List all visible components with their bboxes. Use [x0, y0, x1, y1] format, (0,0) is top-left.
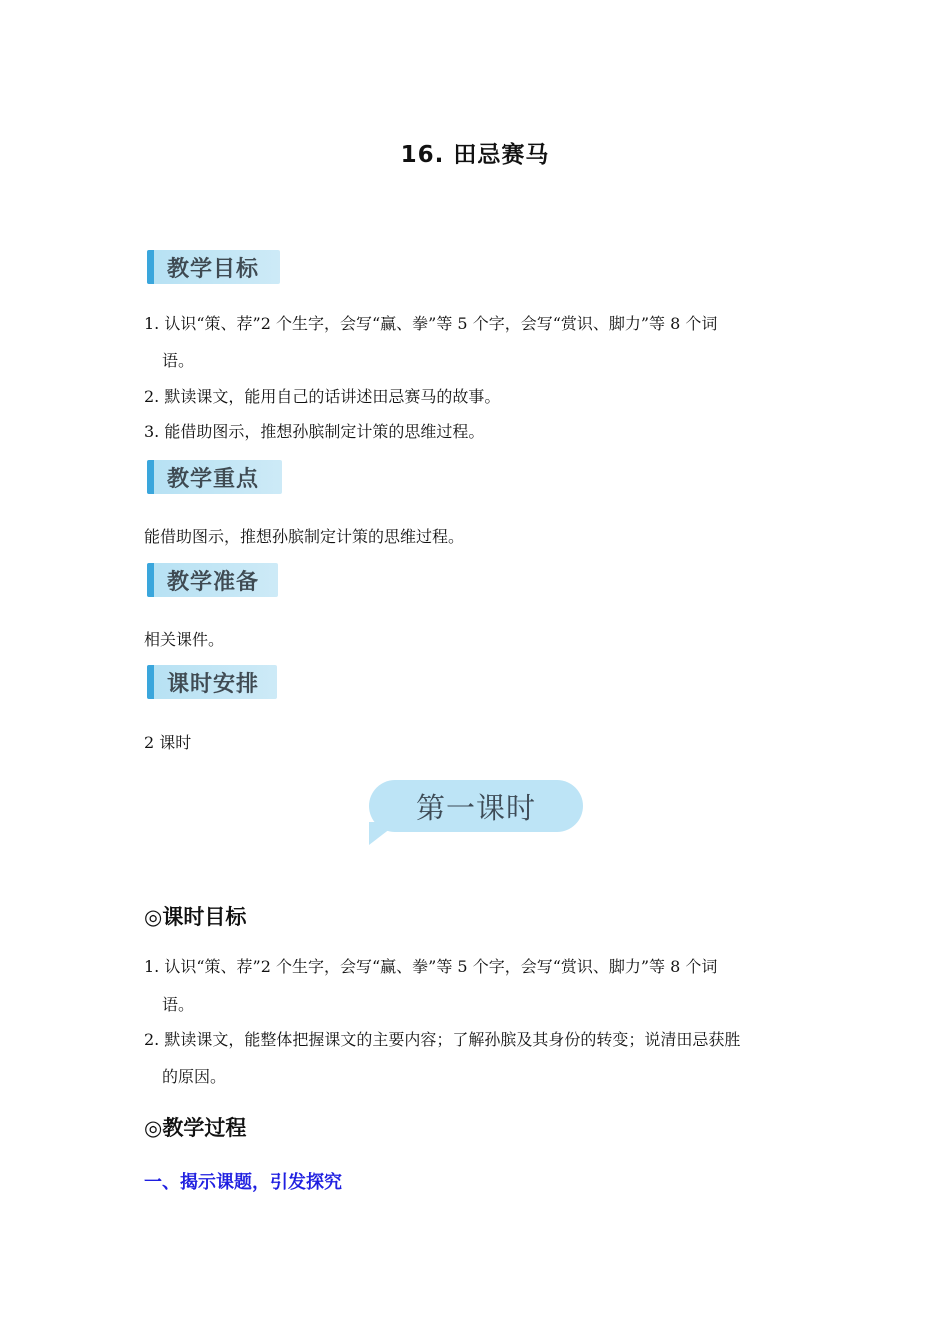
preparation-header — [147, 563, 278, 597]
schedule-header-label: 课时安排 — [167, 670, 260, 697]
lesson-goal-2-cont: 的原因。 — [162, 1067, 227, 1086]
key-points-header — [147, 460, 282, 494]
schedule-header — [147, 665, 277, 699]
preparation-header-label: 教学准备 — [167, 568, 260, 595]
objectives-header-label: 教学目标 — [167, 255, 260, 282]
schedule-text: 2 课时 — [144, 733, 192, 752]
lesson-bubble — [369, 780, 583, 832]
lesson-goal-1: 1. 认识“策、荐”2 个生字，会写“赢、拳”等 5 个字，会写“赏识、脚力”等 8 个词 — [144, 957, 718, 976]
objective-item-1-cont: 语。 — [162, 351, 195, 370]
preparation-text: 相关课件。 — [144, 630, 225, 649]
objective-item-1: 1. 认识“策、荐”2 个生字，会写“赢、拳”等 5 个字，会写“赏识、脚力”等 8 个词 — [144, 314, 718, 333]
objective-item-2: 2. 默读课文，能用自己的话讲述田忌赛马的故事。 — [144, 387, 501, 406]
lesson-bubble-label: 第一课时 — [415, 790, 536, 825]
key-points-text: 能借助图示，推想孙膑制定计策的思维过程。 — [144, 527, 465, 546]
key-points-header-label: 教学重点 — [167, 465, 260, 492]
lesson-goal-1-cont: 语。 — [162, 995, 195, 1014]
process-heading: ◎教学过程 — [144, 1116, 247, 1140]
objectives-header — [147, 250, 280, 284]
step1-heading: 一、揭示课题，引发探究 — [144, 1172, 342, 1193]
lesson-goals-heading: ◎课时目标 — [144, 905, 247, 929]
lesson-goal-2: 2. 默读课文，能整体把握课文的主要内容；了解孙膑及其身份的转变；说清田忌获胜 — [144, 1030, 741, 1049]
page-title: 16. 田忌赛马 — [400, 142, 550, 168]
objective-item-3: 3. 能借助图示，推想孙膑制定计策的思维过程。 — [144, 422, 485, 441]
